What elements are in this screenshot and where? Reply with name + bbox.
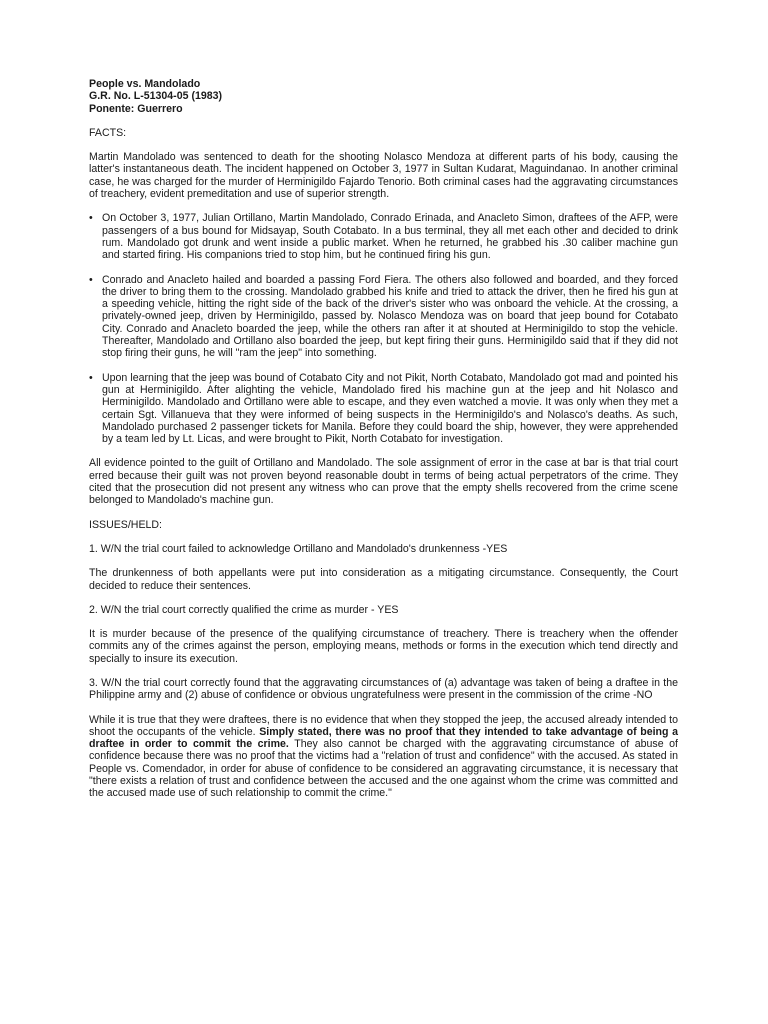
held-3-bold-text: Simply stated, there was no proof that they intended to take advantage of being a draftee in order to commit the crime. <box>89 725 679 751</box>
fact-bullet-1 <box>89 212 678 261</box>
fact-bullet-text: On October 3, 1977, Julian Ortillano, Martin Mandolado, Conrado Erinada, and Anacleto Simon, draftees of the AFP, were passengers of a bus bound for Midsayap, South Cotabato. In a bus terminal, they all met each other and decided to drink rum. Mandolado got drunk and went inside a public market. When he returned, he grabbed his .30 caliber machine gun and started firing. His companions tried to stop him, but he continued firing his gun. <box>102 212 678 262</box>
held-3 <box>89 714 678 800</box>
issue-1: 1. W/N the trial court failed to acknowledge Ortillano and Mandolado's drunkenness -YES <box>89 542 508 555</box>
bullet-icon: • <box>89 212 93 225</box>
case-title: People vs. Mandolado <box>89 78 201 90</box>
issues-heading: ISSUES/HELD: <box>89 518 163 531</box>
issue-3: 3. W/N the trial court correctly found that the aggravating circumstances of (a) advantage was taken of being a draftee in the Philippine army and (2) abuse of confidence or obvious ungratefulness were present in the commission of the crime -NO <box>89 676 678 702</box>
facts-intro: Martin Mandolado was sentenced to death for the shooting Nolasco Mendoza at different parts of his body, causing the latter's instantaneous death. The incident happened on October 3, 1977 in Sultan Kudarat, Maguindanao. In another criminal case, he was charged for the murder of Herminigildo Fajardo Tenorio. Both criminal cases had the aggravating circumstances of treachery, evident premeditation and use of superior strength. <box>89 151 678 201</box>
held-2: It is murder because of the presence of the qualifying circumstance of treachery. There is treachery when the offender commits any of the crimes against the person, employing means, methods or forms in the execution which tend directly and specially to insure its execution. <box>89 628 678 665</box>
ponente: Ponente: Guerrero <box>89 102 183 115</box>
fact-bullet-3 <box>89 372 678 446</box>
held-3-text-b: They also cannot be charged with the aggravating circumstance of abuse of confidence because there was no proof that the victims had a "relation of trust and confidence" with the accused. As stated in People vs. Comendador, in order for abuse of confidence to be considered an aggravating circumstance, it is necessary that "there exists a relation of trust and confidence between the accused and the one against whom the crime was committed and the accused made use of such relationship to commit the crime." <box>89 738 678 800</box>
document-page <box>89 78 678 800</box>
facts-heading: FACTS: <box>89 126 127 139</box>
bullet-icon: • <box>89 371 93 384</box>
issue-2: 2. W/N the trial court correctly qualified the crime as murder - YES <box>89 603 399 616</box>
held-3-text-a: While it is true that they were draftees, there is no evidence that when they stopped the jeep, the accused already intended to shoot the occupants of the vehicle. <box>89 713 678 738</box>
held-1: The drunkenness of both appellants were put into consideration as a mitigating circumstance. Consequently, the Court decided to reduce their sentences. <box>89 567 678 592</box>
fact-bullet-text: Upon learning that the jeep was bound of Cotabato City and not Pikit, North Cotabato, Mandolado got mad and pointed his gun at Herminigildo. After alighting the vehicle, Mandolado fired his machine gun at the jeep and hit Nolasco and Herminigildo. Mandolado and Ortillano were able to escape, and they even watched a movie. It was only when they met a certain Sgt. Villanueva that they were informed of being suspects in the Herminigildo's and Nolasco's deaths. As such, Mandolado purchased 2 passenger tickets for Manila. Before they could board the ship, however, they were apprehended by a team led by Lt. Licas, and were brought to Pikit, North Cotabato for investigation. <box>102 371 678 446</box>
bullet-icon: • <box>89 273 93 286</box>
facts-closing: All evidence pointed to the guilt of Ortillano and Mandolado. The sole assignment of error in the case at bar is that trial court erred because their guilt was not proven beyond reasonable doubt in terms of being actual perpetrators of the crime. They cited that the prosecution did not present any witness who can prove that the empty shells recovered from the crime scene belonged to Mandolado's machine gun. <box>89 457 678 507</box>
fact-bullet-text: Conrado and Anacleto hailed and boarded a passing Ford Fiera. The others also followed and boarded, and they forced the driver to bring them to the crossing. Mandolado grabbed his knife and tried to attack the driver, then he fired his gun at a speeding vehicle, hitting the right side of the back of the driver's sister who was onboard the vehicle. At the crossing, a privately-owned jeep, driven by Herminigildo, passed by. Nolasco Mendoza was on board that jeep bound for Cotabato City. Conrado and Anacleto boarded the jeep, while the others ran after it at shouted at Herminigildo to stop the vehicle. Thereafter, Mandolado and Ortillano also boarded the jeep, but kept firing their guns. Herminigildo said that if they did not stop firing their guns, he will "ram the jeep" into something. <box>102 273 678 360</box>
gr-number: G.R. No. L-51304-05 (1983) <box>89 90 223 103</box>
fact-bullet-2 <box>89 274 678 360</box>
